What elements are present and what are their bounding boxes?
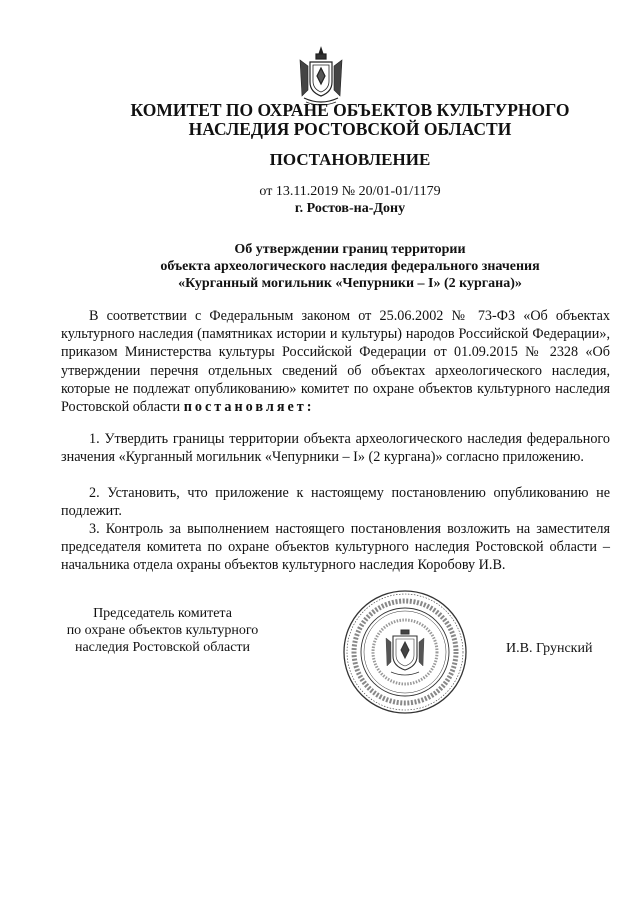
- subject-line-2: объекта археологического наследия федерального значения: [160, 259, 540, 274]
- org-line-1: КОМИТЕТ ПО ОХРАНЕ ОБЪЕКТОВ КУЛЬТУРНОГО: [130, 100, 570, 120]
- signatory-position: [60, 605, 265, 656]
- position-line-2: по охране объектов культурного: [66, 623, 259, 638]
- org-line-2: НАСЛЕДИЯ РОСТОВСКОЙ ОБЛАСТИ: [188, 119, 512, 139]
- preamble-paragraph: [61, 307, 610, 416]
- document-subject: [60, 241, 640, 292]
- position-line-3: наследия Ростовской области: [74, 640, 251, 655]
- organization-name: [60, 101, 640, 139]
- subject-line-3: «Курганный могильник «Чепурники – I» (2 кургана)»: [178, 276, 522, 291]
- position-line-1: Председатель комитета: [93, 606, 232, 621]
- item-2: 2. Установить, что приложение к настоящему постановлению опубликованию не подлежит.: [61, 485, 610, 520]
- official-round-seal-icon: [341, 588, 469, 716]
- decree-word: постановляет:: [183, 399, 315, 416]
- coat-of-arms-icon: [296, 46, 346, 108]
- preamble-text: В соответствии с Федеральным законом от 25.06.2002 № 73-ФЗ «Об объектах культурного наследия (памятниках истории и культуры) народов Российской Федерации», приказом Министерства культуры Российской Федерации от 01.09.2015 № 2328 «Об утверждении перечня отдельных сведений об объектах археологического наследия, которые не подлежат опубликованию» комитет по охране объектов культурного наследия Ростовской области: [61, 308, 610, 416]
- document-type: ПОСТАНОВЛЕНИЕ: [269, 150, 431, 169]
- date-and-number: от 13.11.2019 № 20/01-01/1179: [259, 184, 441, 199]
- subject-line-1: Об утверждении границ территории: [234, 242, 466, 257]
- item-3: 3. Контроль за выполнением настоящего постановления возложить на заместителя председателя комитета по охране объектов культурного наследия Ростовской области – начальника отдела охраны объектов культурного наследия Коробову И.В.: [61, 521, 610, 574]
- city: г. Ростов-на-Дону: [294, 201, 406, 216]
- signatory-name: И.В. Грунский: [506, 641, 593, 656]
- item-1: 1. Утвердить границы территории объекта археологического наследия федерального значения «Курганный могильник «Чепурники – I» (2 кургана)» согласно приложению.: [61, 431, 610, 466]
